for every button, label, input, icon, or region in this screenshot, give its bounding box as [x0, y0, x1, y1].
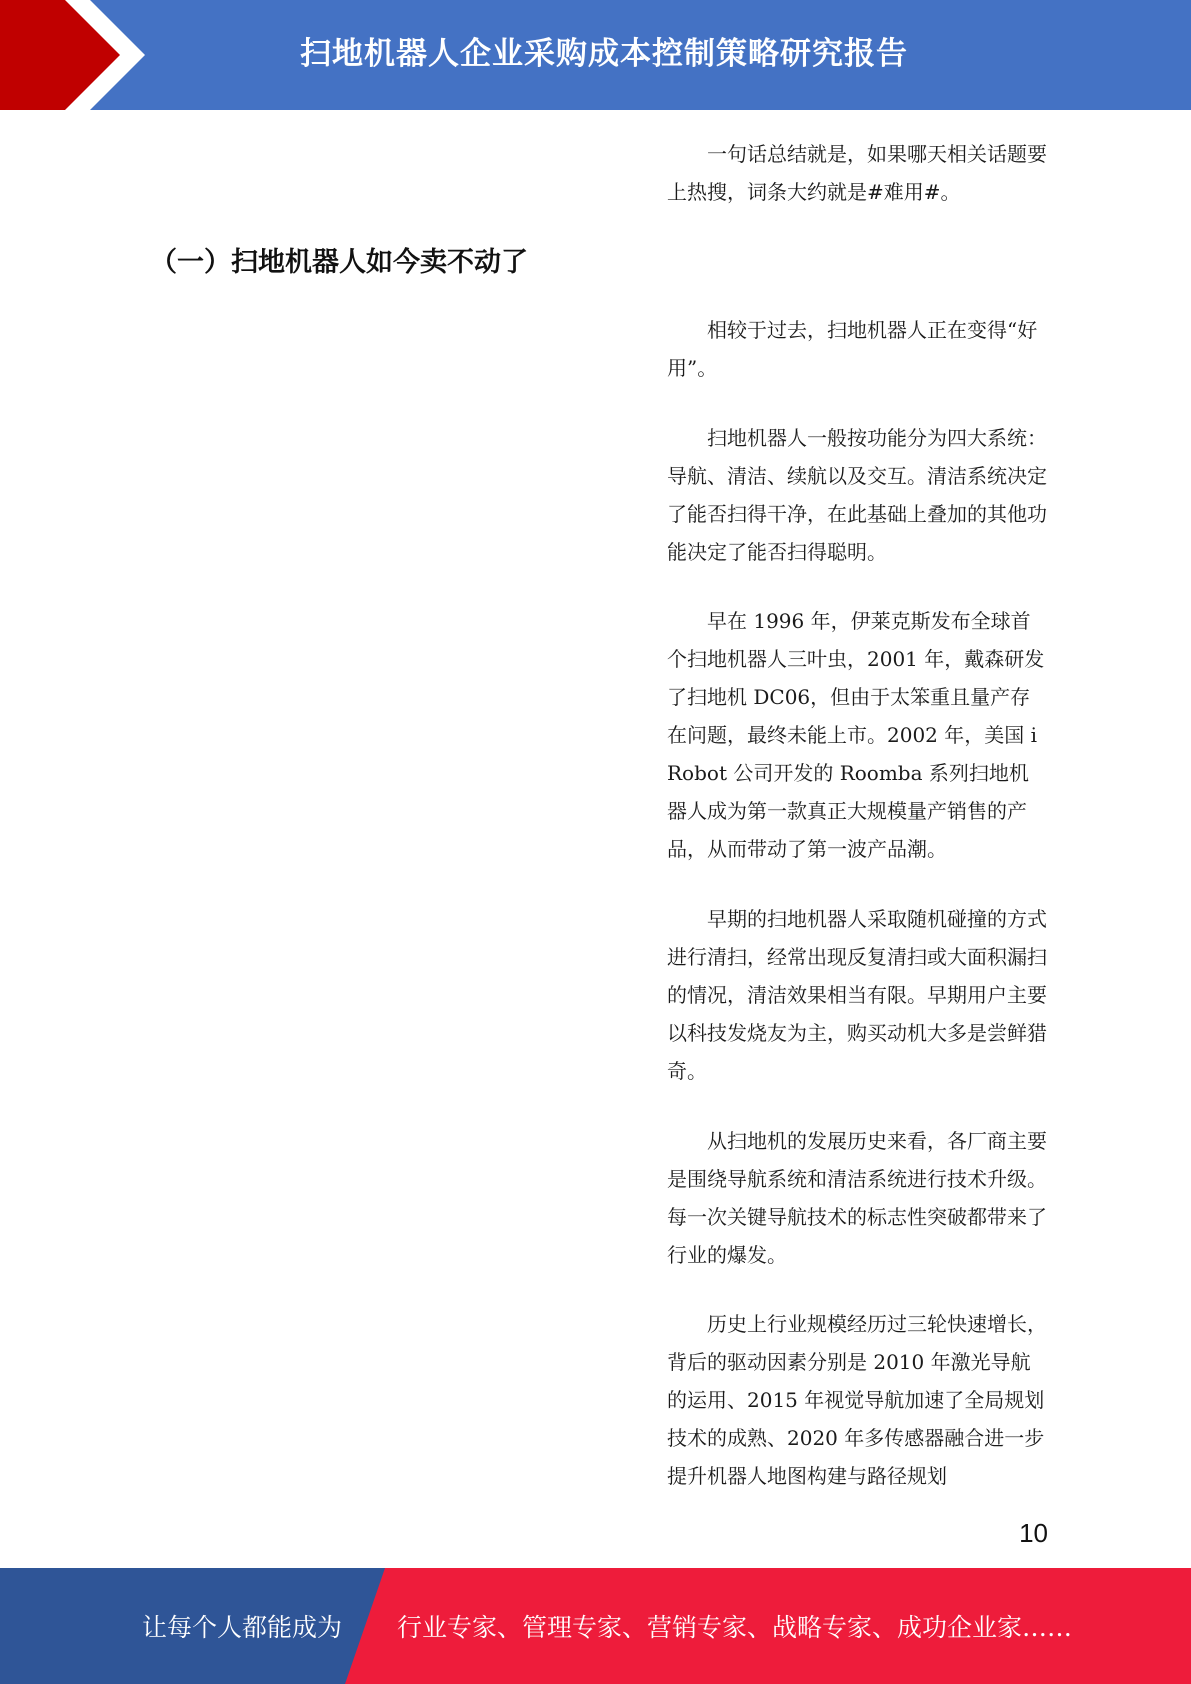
chevron-decoration-icon [0, 0, 160, 110]
report-title: 扫地机器人企业采购成本控制策略研究报告 [300, 36, 908, 72]
paragraph: 从扫地机的发展历史来看，各厂商主要是围绕导航系统和清洁系统进行技术升级。每一次关键导航技术的标志性突破都带来了行业的爆发。 [667, 1129, 1047, 1267]
footer-slogan-right: 行业专家、管理专家、营销专家、战略专家、成功企业家…… [397, 1613, 1073, 1642]
footer-slogan-left: 让每个人都能成为 [142, 1613, 343, 1642]
section-heading: （一）扫地机器人如今卖不动了 [150, 247, 528, 278]
paragraph: 历史上行业规模经历过三轮快速增长，背后的驱动因素分别是 2010 年激光导航的运用、2015 年视觉导航加速了全局规划技术的成熟、2020 年多传感器融合进一步提升机器人地图构建与路径规划 [667, 1312, 1047, 1488]
page-header [0, 0, 1191, 110]
paragraph: 一句话总结就是，如果哪天相关话题要上热搜，词条大约就是#难用#。 [667, 142, 1047, 204]
paragraph: 扫地机器人一般按功能分为四大系统：导航、清洁、续航以及交互。清洁系统决定了能否扫得干净，在此基础上叠加的其他功能决定了能否扫得聪明。 [667, 426, 1047, 564]
paragraph: 早期的扫地机器人采取随机碰撞的方式进行清扫，经常出现反复清扫或大面积漏扫的情况，清洁效果相当有限。早期用户主要以科技发烧友为主，购买动机大多是尝鲜猎奇。 [667, 907, 1047, 1083]
paragraph: 相较于过去，扫地机器人正在变得“好用”。 [667, 318, 1038, 380]
paragraph: 早在 1996 年，伊莱克斯发布全球首个扫地机器人三叶虫，2001 年，戴森研发了扫地机 DC06，但由于太笨重且量产存在问题，最终未能上市。2002 年，美国 iRobot 公司开发的 Roomba 系列扫地机器人成为第一款真正大规模量产销售的产品，从而带动了第一波产品潮。 [667, 609, 1045, 861]
page-footer [0, 1568, 1191, 1684]
page-number: 10 [1019, 1518, 1048, 1548]
